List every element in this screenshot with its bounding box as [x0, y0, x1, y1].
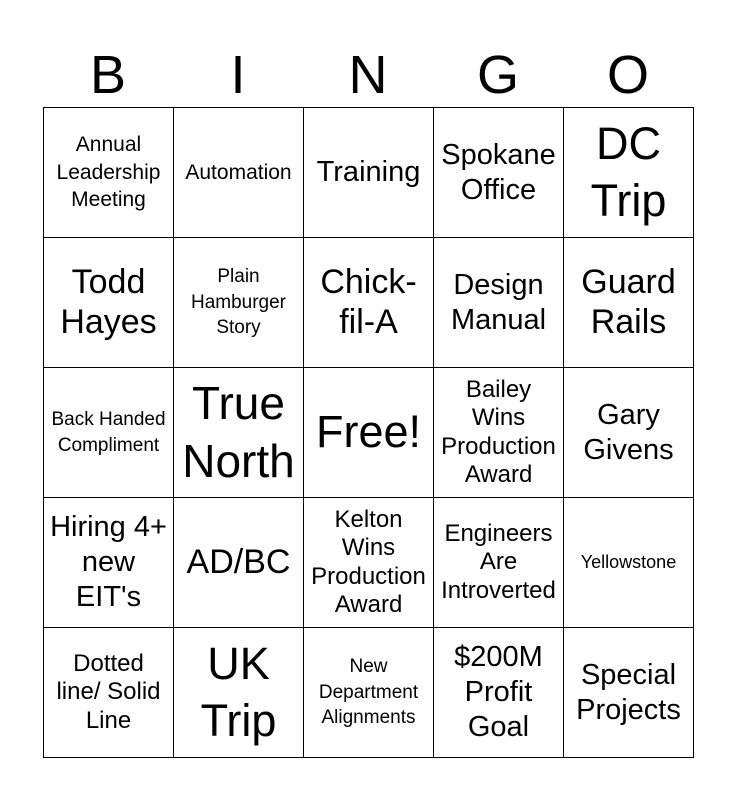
cell-label: DC Trip	[590, 118, 667, 226]
cell-label: Annual Leadership Meeting	[56, 132, 161, 212]
cell-label: Yellowstone	[580, 552, 677, 573]
cell-label: Todd Hayes	[60, 263, 157, 341]
bingo-cell[interactable]	[304, 238, 434, 368]
bingo-cell[interactable]	[44, 498, 174, 628]
bingo-cell[interactable]	[44, 238, 174, 368]
bingo-header	[43, 44, 693, 106]
cell-label: Gary Givens	[583, 398, 674, 466]
bingo-cell[interactable]	[434, 628, 564, 758]
bingo-cell[interactable]	[174, 498, 304, 628]
bingo-cell[interactable]	[434, 368, 564, 498]
free-space-cell[interactable]	[304, 368, 434, 498]
cell-label: Bailey Wins Production Award	[441, 375, 556, 488]
cell-label: Automation	[185, 160, 292, 184]
cell-label: UK Trip	[200, 638, 277, 746]
header-letter-g: G	[476, 45, 519, 105]
header-letter-i: I	[230, 45, 246, 105]
cell-label: Spokane Office	[441, 138, 556, 206]
bingo-board	[43, 107, 694, 758]
bingo-cell[interactable]	[434, 498, 564, 628]
cell-label: Special Projects	[576, 658, 681, 726]
bingo-cell[interactable]	[174, 238, 304, 368]
bingo-cell[interactable]	[564, 628, 694, 758]
cell-label: $200M Profit Goal	[454, 641, 543, 743]
bingo-cell[interactable]	[304, 108, 434, 238]
cell-label: Back Handed Compliment	[51, 408, 166, 456]
cell-label: Training	[316, 156, 421, 189]
cell-label: Dotted line/ Solid Line	[56, 650, 161, 734]
bingo-cell[interactable]	[564, 368, 694, 498]
bingo-cell[interactable]	[174, 628, 304, 758]
cell-label: AD/BC	[186, 542, 291, 581]
bingo-cell[interactable]	[174, 368, 304, 498]
cell-label: Guard Rails	[581, 263, 676, 341]
bingo-cell[interactable]	[434, 238, 564, 368]
cell-label: True North	[182, 377, 295, 487]
bingo-cell[interactable]	[304, 498, 434, 628]
bingo-cell[interactable]	[434, 108, 564, 238]
header-letter-b: B	[89, 45, 127, 105]
bingo-cell[interactable]	[44, 368, 174, 498]
bingo-cell[interactable]	[564, 108, 694, 238]
cell-label: Plain Hamburger Story	[190, 266, 287, 339]
cell-label: Hiring 4+ new EIT's	[50, 511, 167, 613]
bingo-cell[interactable]	[304, 628, 434, 758]
header-letter-o: O	[606, 45, 649, 105]
bingo-cell[interactable]	[564, 238, 694, 368]
cell-label: New Department Alignments	[318, 656, 419, 729]
cell-label: Chick-fil-A	[320, 263, 417, 341]
cell-label: Engineers Are Introverted	[441, 520, 556, 604]
cell-label: Design Manual	[450, 268, 547, 336]
bingo-cell[interactable]	[44, 108, 174, 238]
bingo-cell[interactable]	[564, 498, 694, 628]
cell-label: Kelton Wins Production Award	[311, 505, 426, 618]
cell-label: Free!	[315, 406, 422, 458]
bingo-cell[interactable]	[44, 628, 174, 758]
header-letter-n: N	[348, 45, 388, 105]
bingo-cell[interactable]	[174, 108, 304, 238]
